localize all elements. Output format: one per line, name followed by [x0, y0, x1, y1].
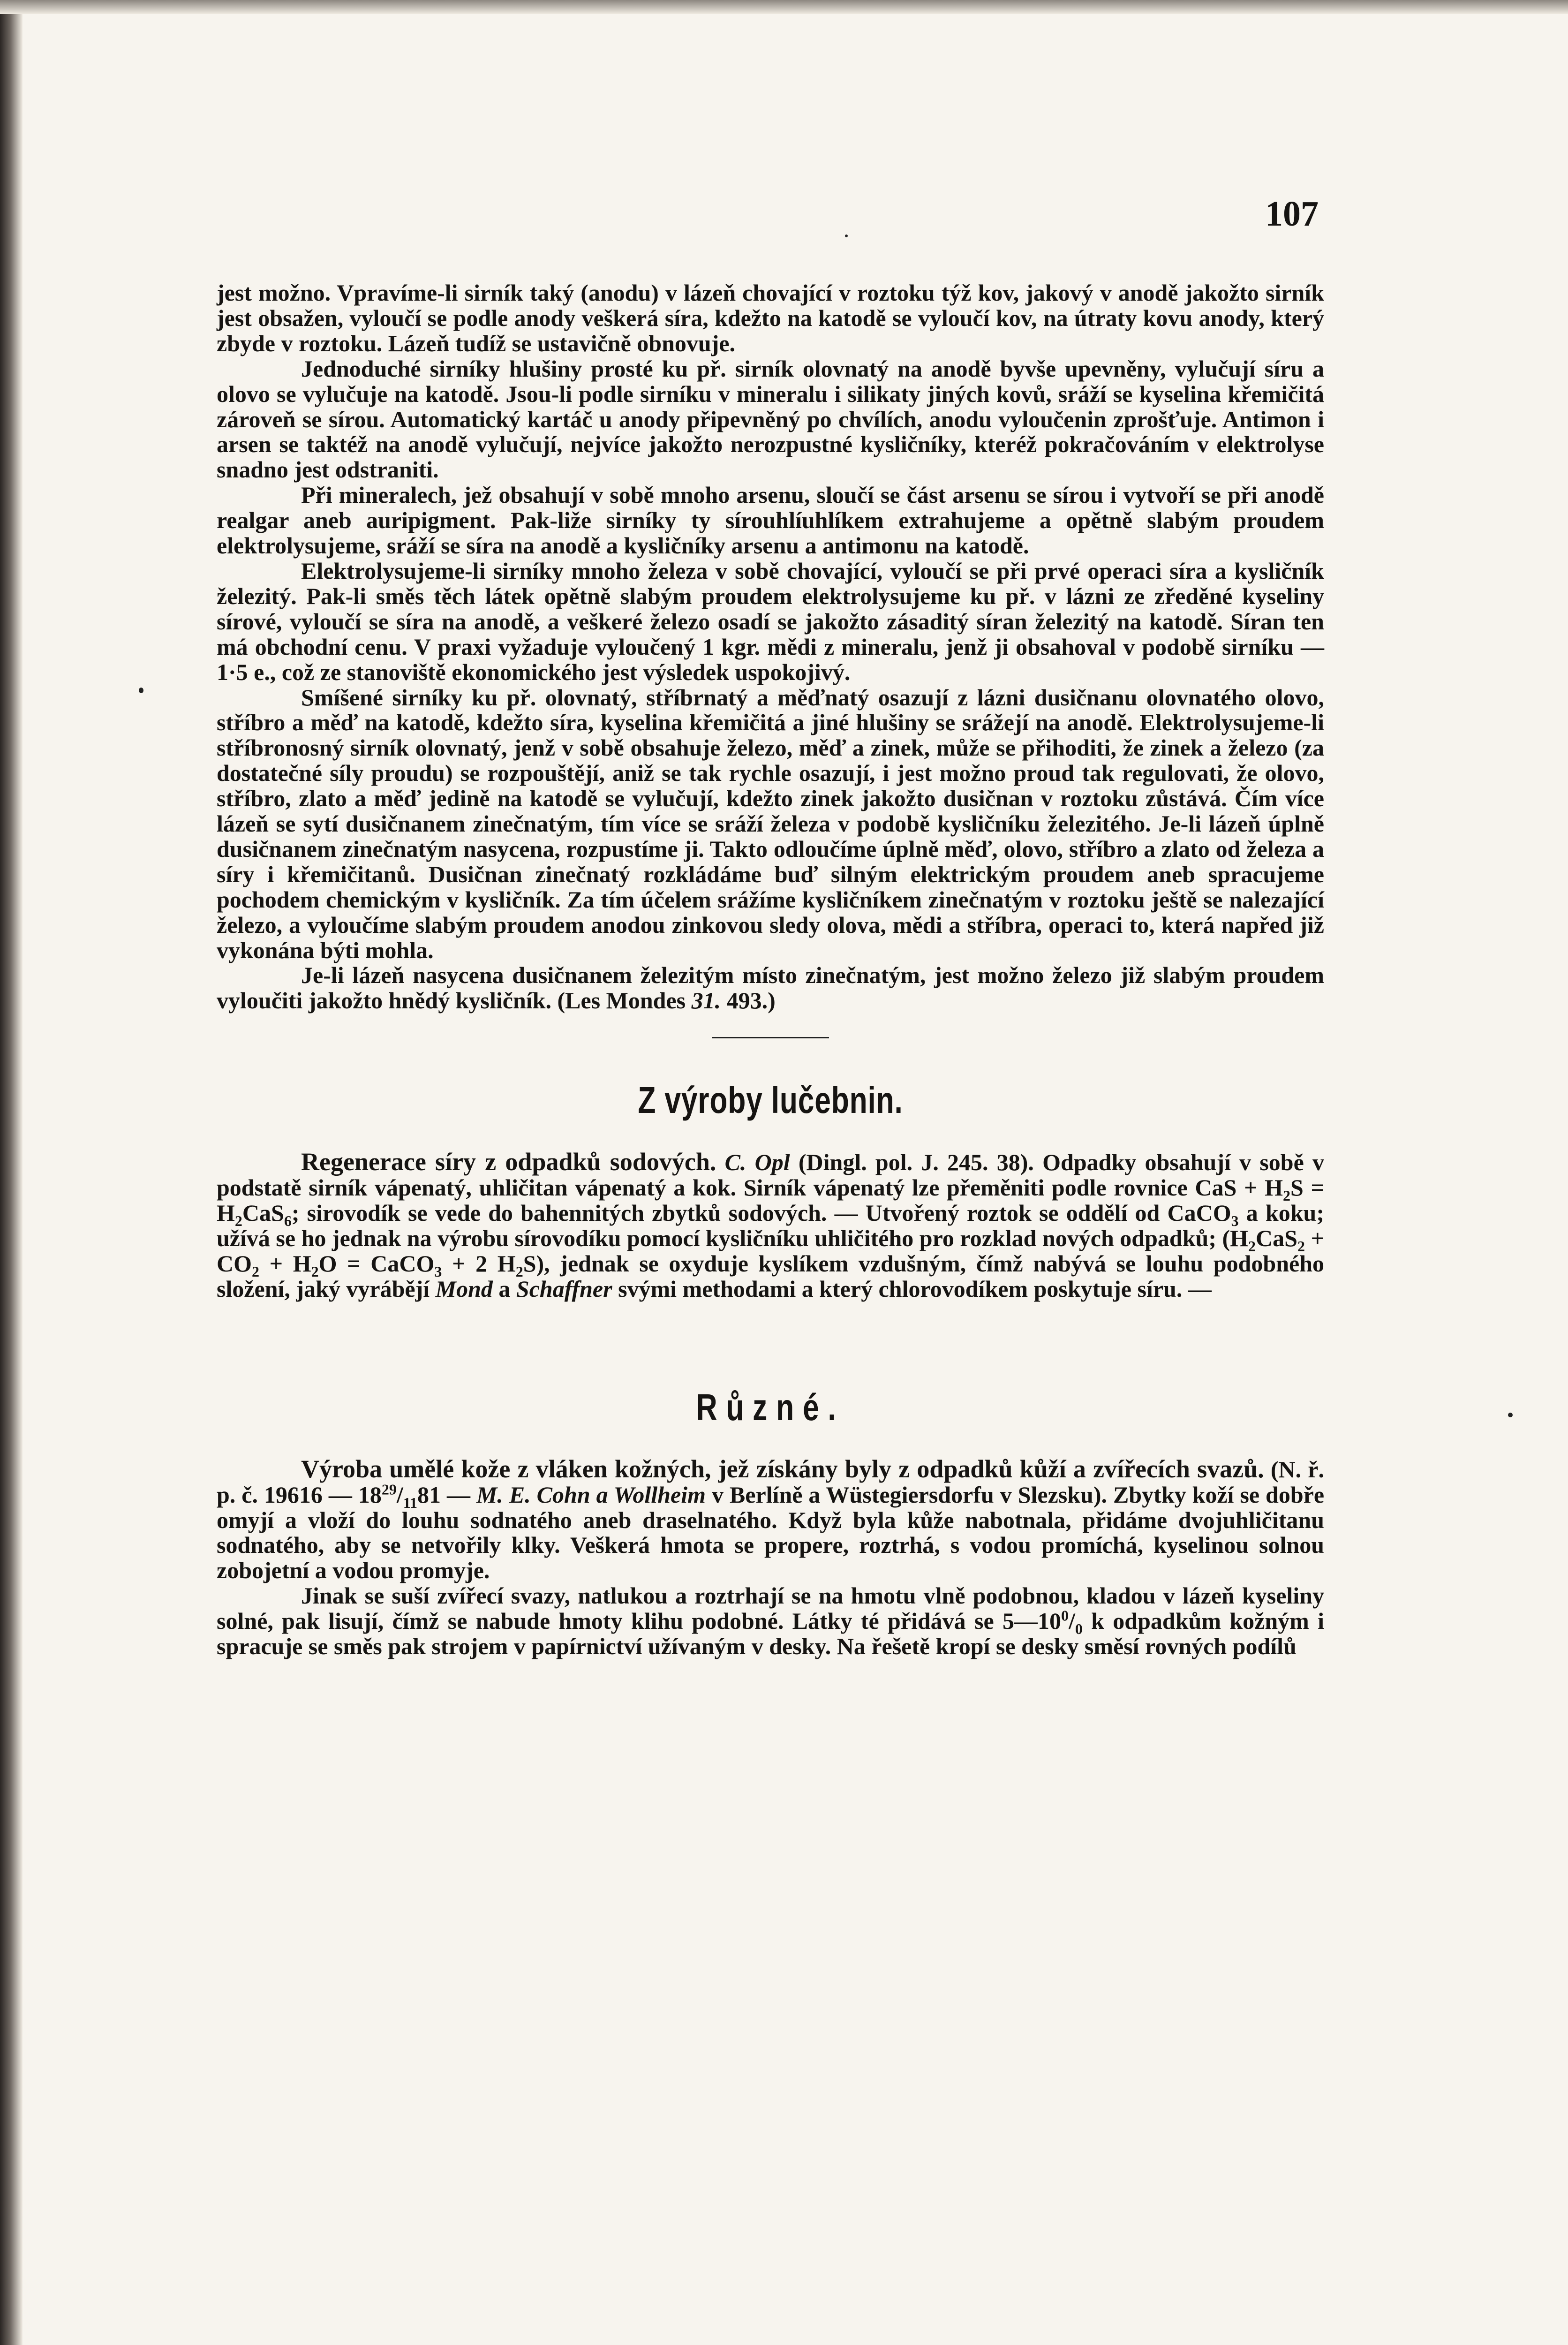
patent-ref: /	[396, 1481, 403, 1508]
article-body-part: S = H	[217, 1174, 1324, 1226]
article-title-regenerace: Regenerace síry z odpadků sodových.	[301, 1148, 716, 1176]
scan-speck	[845, 234, 848, 237]
article-kuze	[217, 1454, 1325, 1584]
reference-tail: 493.)	[721, 987, 776, 1014]
name-schaffner: Schaffner	[516, 1275, 612, 1302]
article-authors: M. E. Cohn a Wollheim	[476, 1481, 706, 1508]
subscript: 2	[1248, 1238, 1256, 1255]
page-number: 107	[1265, 194, 1319, 234]
article-body-part: CaS	[1256, 1225, 1297, 1251]
patent-ref: 81 —	[417, 1481, 476, 1508]
article-body-part: svými methodami a který chlorovodíkem poskytuje síru. —	[612, 1275, 1212, 1302]
paragraph-kuze-2	[217, 1583, 1324, 1659]
subscript: 0	[1075, 1620, 1083, 1638]
article-body-part: + H	[259, 1250, 311, 1277]
superscript: 29	[381, 1480, 397, 1498]
article-regenerace	[217, 1150, 1324, 1301]
subscript: 6	[284, 1212, 292, 1230]
subscript: 2	[234, 1212, 242, 1230]
subscript: 2	[1283, 1187, 1291, 1204]
article-body-part: + 2 H	[442, 1250, 516, 1277]
article-body-part: Odpadky obsahují v sobě v podstatě sirník vápenatý, uhličitan vápenatý a kok. Sirník vápenatý lze přeměniti podle rovnice CaS + H	[217, 1149, 1325, 1201]
article-body-part: CaS	[242, 1200, 284, 1226]
paragraph-4: Elektrolysujeme-li sirníky mnoho železa v sobě chovající, vyloučí se při prvé operaci síra a kysličník železitý. Pak-li směs těch látek opětně slabým proudem elektrolysujeme ku př. v lázni ze zředěné kyseliny sírové, vyloučí se síra na anodě, a veškeré železo osadí se jakožto zásaditý síran železitý na katodě. Síran ten má obchodní cenu. V praxi vyžaduje vyloučený 1 kgr. mědi z mineralu, jenž ji obsahoval v podobě sirníku —1·5 e., což ze stanoviště ekonomického jest výsledek uspokojivý.	[217, 557, 1324, 685]
section-heading-vyroba: Z výroby lučebnin.	[638, 1079, 903, 1121]
article-body-part: + CO	[217, 1225, 1324, 1277]
section-heading-ruzne: Různé.	[696, 1386, 845, 1428]
paragraph-2: Jednoduché sirníky hlušiny prosté ku př. sirník olovnatý na anodě byvše upevněny, vylučují síru a olovo se vylučuje na katodě. Jsou-li podle sirníku v mineralu i silikaty jiných kovů, sráží se kyselina křemičitá zároveň se sírou. Automatický kartáč u anody připevněný po chvílích, anodu vyloučenin zprošťuje. Antimon i arsen se taktéž na anodě vylučují, nejvíce jakožto nerozpustné kysličníky, kteréž pokračováním v elektrolyse snadno jest odstraniti.	[217, 355, 1324, 483]
scan-speck	[139, 688, 143, 693]
article-body-part: v Berlíně a Wüstegiersdorfu v Slezsku). Zbytky koží se dobře omyjí a vloží do louhu sodnatého aneb draselnatého. Když byla kůže nabotnala, přidáme dvojuhličitanu sodnatého, aby se netvořily klky. Veškerá hmota se propere, roztrhá, s vodou promíchá, kyselinou solnou zobojetní a vodou promyje.	[217, 1481, 1325, 1584]
article-body-part: ; sirovodík se vede do bahennitých zbytků sodových. — Utvořený roztok se oddělí od CaCO	[291, 1200, 1231, 1226]
article-body-part: Jinak se suší zvířecí svazy, natlukou a roztrhají se na hmotu vlně podobnou, kladou v lázeň kyseliny solné, pak lisují, čímž se nabude hmoty klihu podobné. Látky té přidává se 5—10	[217, 1582, 1324, 1634]
article-body-part: k odpadkům kožným i spracuje se směs pak strojem v papírnictví užívaným v desky. Na řešetě kropí se desky směsí rovných podílů	[217, 1608, 1324, 1660]
article-body-part: a koku; užívá se ho jednak na výrobu sírovodíku pomocí kysličníku uhličitého pro rozklad nových odpadků; (H	[217, 1200, 1324, 1251]
subscript: 2	[311, 1263, 319, 1280]
article-body-part: a	[492, 1275, 516, 1302]
reference-volume: 31.	[691, 987, 721, 1014]
name-mond: Mond	[435, 1275, 493, 1302]
paragraph-1: jest možno. Vpravíme-li sirník taký (anodu) v lázeň chovající v roztoku týž kov, jakový v anodě jakožto sirník jest obsažen, vyloučí se podle anody veškerá síra, kdežto na katodě se vyloučí kov, na útraty kovu anody, který zbyde v roztoku. Lázeň tudíž se ustavičně obnovuje.	[217, 280, 1324, 356]
article-author: C. Opl	[724, 1149, 790, 1176]
scan-edge-left	[0, 0, 23, 2345]
scan-speck	[1508, 1413, 1513, 1417]
subscript: 2	[1297, 1238, 1305, 1255]
superscript: 0	[1061, 1607, 1069, 1624]
article-body-part: /	[1068, 1608, 1075, 1634]
subscript: 3	[1231, 1212, 1239, 1230]
patent-ref: (N. ř. p. č. 19616 — 18	[217, 1456, 1324, 1508]
page-body	[217, 280, 1324, 1659]
article-body-part: O = CaCO	[318, 1250, 435, 1277]
paragraph-6-text: Je-li lázeň nasycena dusičnanem železitým místo zinečnatým, jest možno železo již slabým proudem vyloučiti jakožto hnědý kysličník. (Les Mondes	[217, 962, 1324, 1014]
paragraph-3: Při mineralech, jež obsahují v sobě mnoho arsenu, sloučí se část arsenu se sírou i vytvoří se při anodě realgar aneb auripigment. Pak-liže sirníky ty sírouhlíuhlíkem extrahujeme a opětně slabým proudem elektrolysujeme, sráží se síra na anodě a kysličníky arsenu a antimonu na katodě.	[217, 482, 1324, 559]
subscript: 2	[515, 1263, 523, 1280]
article-body-part: S), jednak se oxyduje kyslíkem vzdušným, čímž nabývá se louhu podobného složení, jaký vyrábějí	[217, 1250, 1325, 1302]
article-citation: (Dingl. pol. J. 245. 38).	[790, 1149, 1034, 1176]
subscript: 11	[403, 1494, 417, 1511]
section-divider	[712, 1037, 829, 1038]
article-title-kuze: Výroba umělé kože z vláken kožných, jež získány byly z odpadků kůží a zvířecích svazů.	[301, 1454, 1264, 1483]
scan-edge-top	[0, 0, 1568, 14]
subscript: 2	[252, 1263, 259, 1280]
subscript: 3	[434, 1263, 442, 1280]
paragraph-5: Smíšené sirníky ku př. olovnatý, stříbrnatý a měďnatý osazují z lázni dusičnanu olovnatého olovo, stříbro a měď na katodě, kdežto síra, kyselina křemičitá a jiné hlušiny se srážejí na anodě. Elektrolysujeme-li stříbronosný sirník olovnatý, jenž v sobě obsahuje železo, měď a zinek, může se přihoditi, že zinek a železo (za dostatečné síly proudu) se rozpouštějí, aniž se tak rychle osazují, i jest možno proud tak regulovati, že olovo, stříbro, zlato a měď jedině na katodě se vylučují, kdežto zinek jakožto dusičnan v roztoku zůstává. Čím více lázeň se sytí dusičnanem zinečnatým, tím více se sráží železa v podobě kysličníku železitého. Je-li lázeň úplně dusičnanem zinečnatým nasycena, rozpustíme ji. Takto odloučíme úplně měď, olovo, stříbro a zlato od železa a síry i křemičitanů. Dusičnan zinečnatý rozkládáme buď silným elektrickým proudem aneb spracujeme pochodem chemickým v kysličník. Za tím účelem srážíme kysličníkem zinečnatým v roztoku ještě se nalezající železo, a vyloučíme slabým proudem anodou zinkovou sledy olova, mědi a stříbra, operaci to, která napřed již vykonána býti mohla.	[217, 684, 1324, 963]
paragraph-6	[217, 963, 1324, 1014]
